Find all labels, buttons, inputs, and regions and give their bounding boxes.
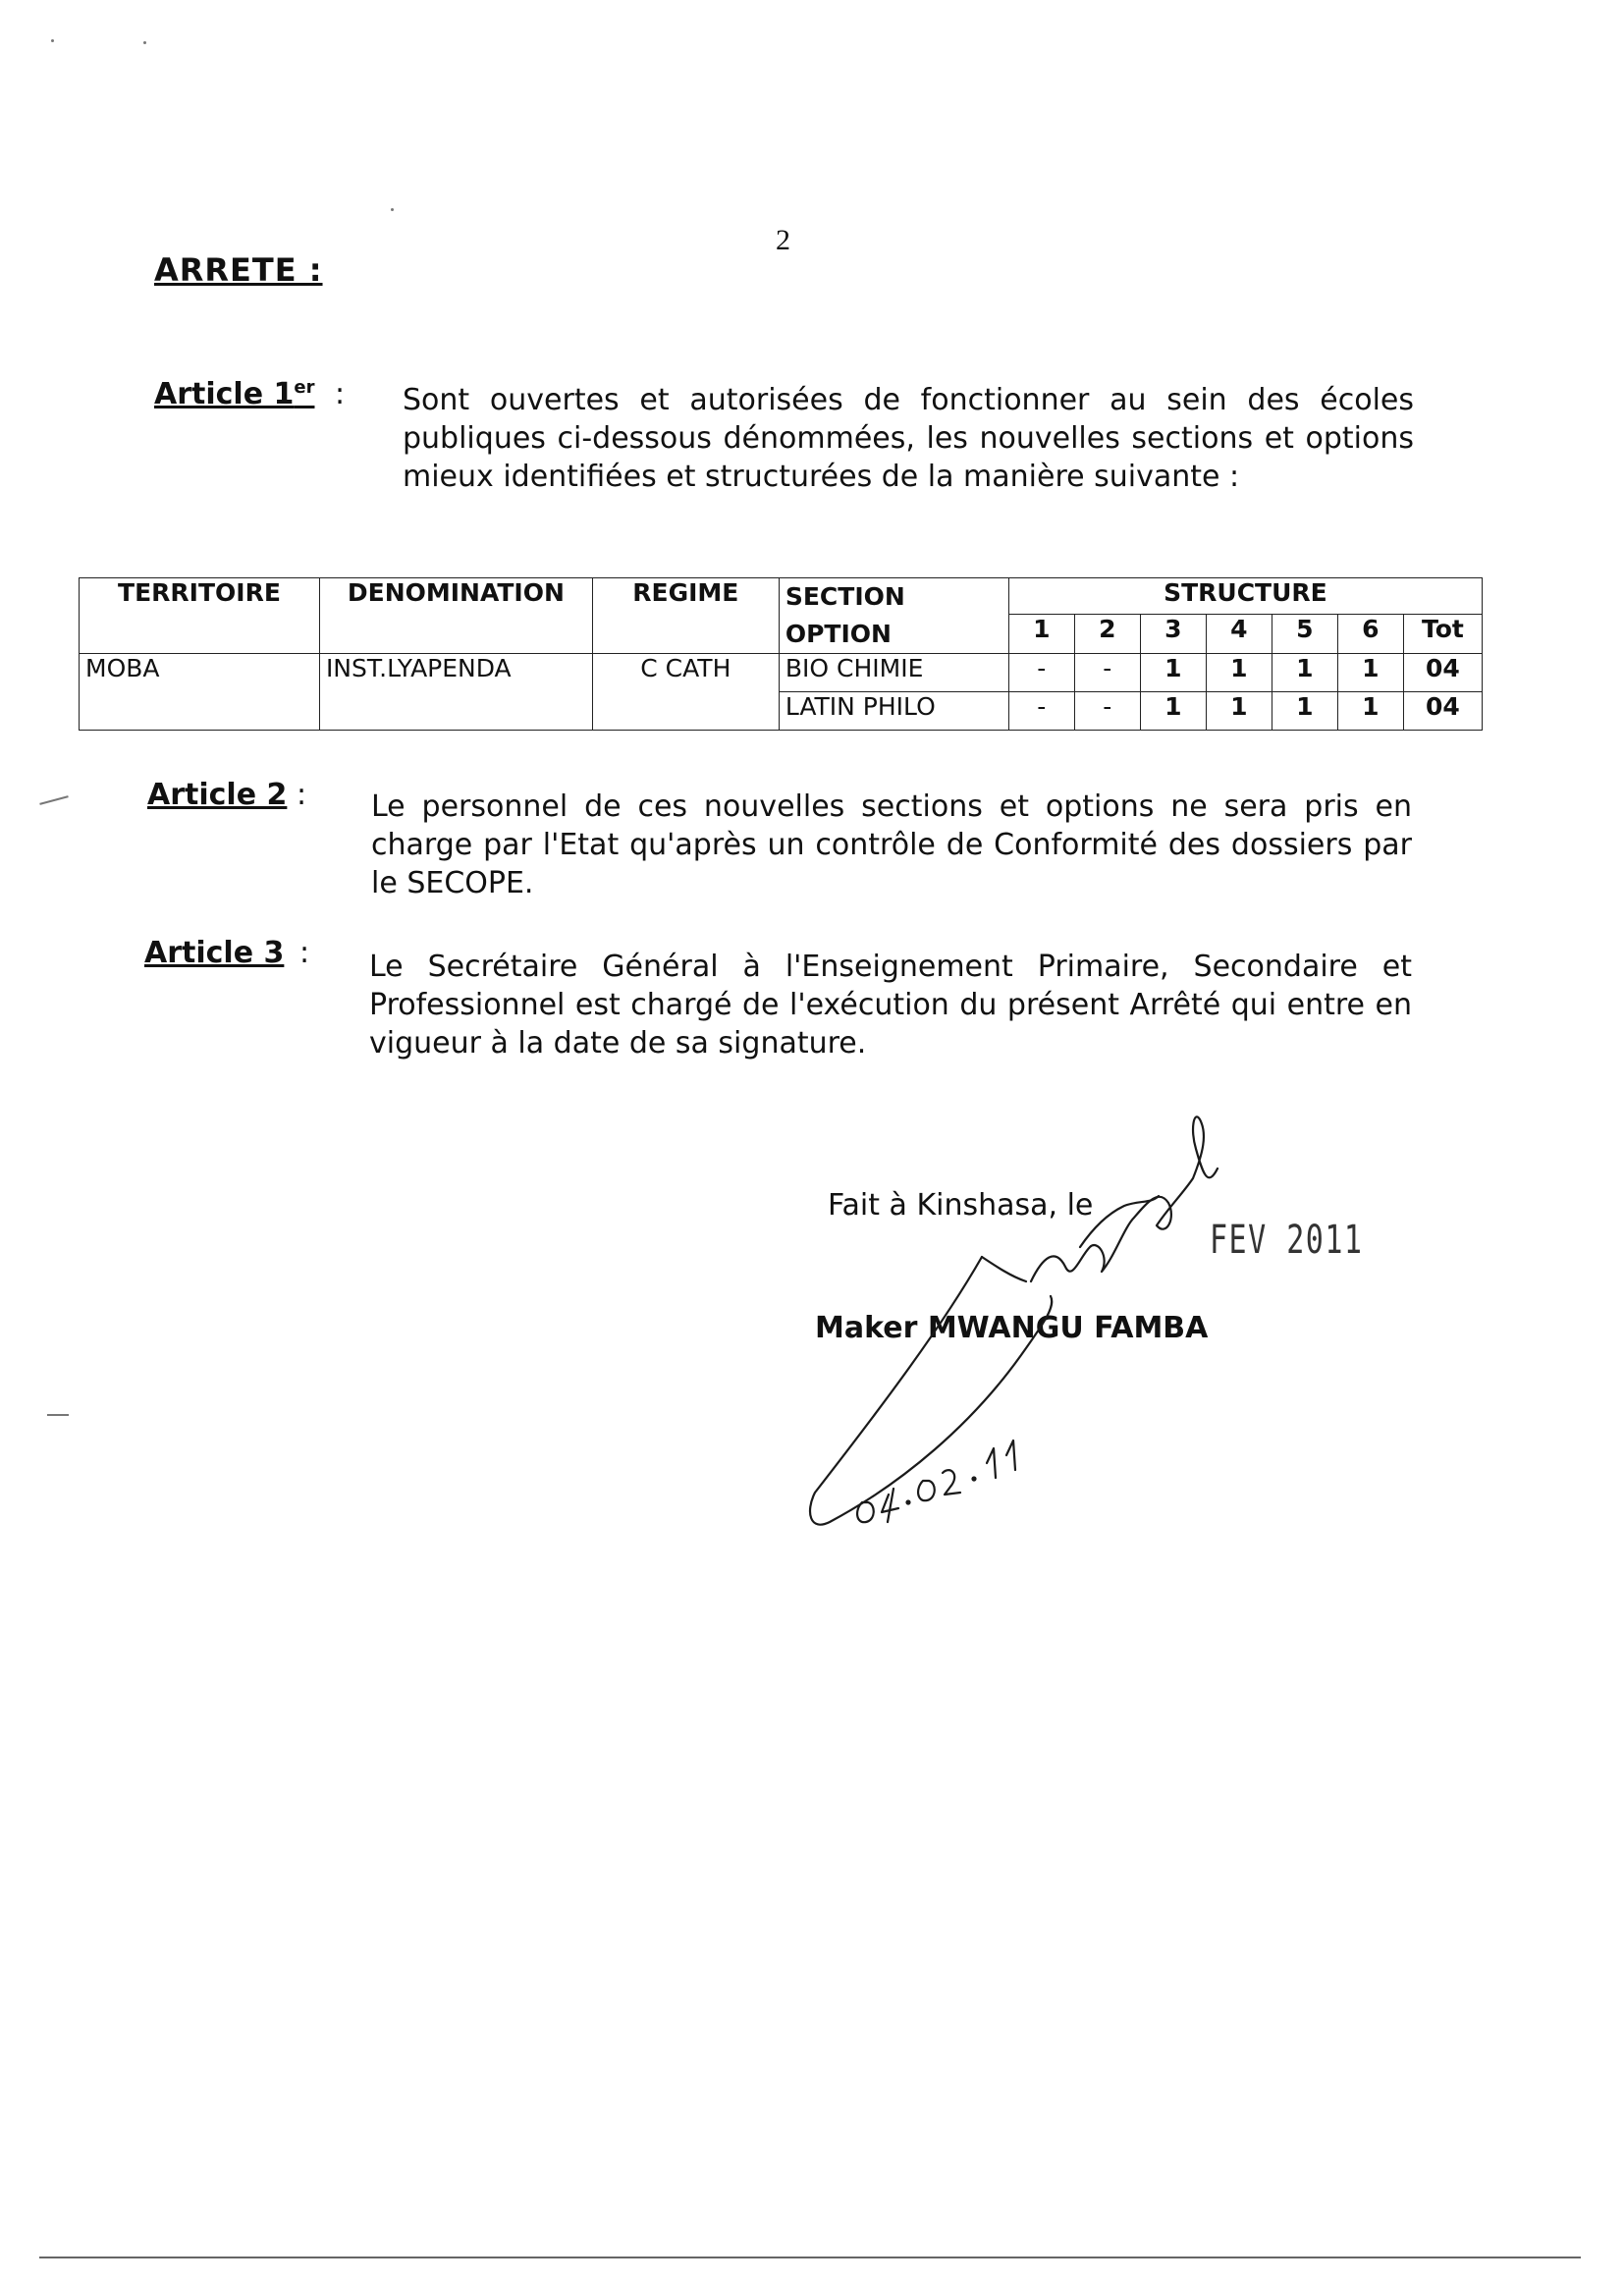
article-1-label xyxy=(154,377,314,411)
signer-name: Maker MWANGU FAMBA xyxy=(815,1311,1209,1345)
article-3-colon: : xyxy=(299,936,310,970)
header-structure-col: Tot xyxy=(1403,615,1482,654)
stamped-date: FEV 2011 xyxy=(1210,1218,1364,1263)
header-structure-col: 1 xyxy=(1008,615,1074,654)
article-1-text: Sont ouvertes et autorisées de fonctionner au sein des écoles publiques ci-dessous dénommées, les nouvelles sections et options mieux identifiées et structurées de la manière suivante : xyxy=(403,383,1414,494)
cell-structure: 1 xyxy=(1337,654,1403,692)
scan-speck xyxy=(47,1414,69,1416)
cell-structure: - xyxy=(1074,692,1140,731)
cell-structure-total: 04 xyxy=(1403,654,1482,692)
cell-structure: 1 xyxy=(1272,654,1337,692)
header-territoire: TERRITOIRE xyxy=(80,578,320,654)
sections-table xyxy=(79,577,1483,731)
cell-structure: 1 xyxy=(1140,692,1206,731)
article-2-text: Le personnel de ces nouvelles sections et options ne sera pris en charge par l'Etat qu'après un contrôle de Conformité des dossiers par le SECOPE. xyxy=(371,789,1412,900)
cell-structure: 1 xyxy=(1337,692,1403,731)
decree-heading: ARRETE : xyxy=(154,251,323,289)
scan-speck xyxy=(39,795,68,805)
header-section: SECTION xyxy=(785,582,905,611)
cell-denomination: INST.LYAPENDA xyxy=(319,654,592,731)
header-structure: STRUCTURE xyxy=(1008,578,1482,615)
scan-speck xyxy=(143,41,146,44)
article-3-label: Article 3 xyxy=(144,936,285,970)
bottom-edge-line xyxy=(39,2257,1581,2258)
header-structure-col: 6 xyxy=(1337,615,1403,654)
page-number: 2 xyxy=(776,224,790,256)
header-structure-col: 2 xyxy=(1074,615,1140,654)
scan-speck xyxy=(391,208,394,211)
cell-structure: - xyxy=(1008,654,1074,692)
cell-structure: - xyxy=(1008,692,1074,731)
article-1-colon: : xyxy=(335,377,346,411)
cell-structure: 1 xyxy=(1272,692,1337,731)
cell-regime: C CATH xyxy=(592,654,779,731)
header-structure-col: 5 xyxy=(1272,615,1337,654)
header-regime: REGIME xyxy=(592,578,779,654)
header-denomination: DENOMINATION xyxy=(319,578,592,654)
article-3-text: Le Secrétaire Général à l'Enseignement Primaire, Secondaire et Professionnel est chargé de l'exécution du présent Arrêté qui entre en vigueur à la date de sa signature. xyxy=(369,950,1412,1060)
article-2-colon: : xyxy=(297,778,307,812)
cell-structure: 1 xyxy=(1140,654,1206,692)
header-option: OPTION xyxy=(785,620,892,648)
cell-structure: 1 xyxy=(1206,692,1272,731)
article-1-label-sup: er xyxy=(294,377,315,398)
cell-structure: - xyxy=(1074,654,1140,692)
cell-structure-total: 04 xyxy=(1403,692,1482,731)
cell-section: LATIN PHILO xyxy=(779,692,1008,731)
table-row xyxy=(80,654,1483,692)
place-date: Fait à Kinshasa, le xyxy=(828,1188,1094,1223)
cell-section: BIO CHIMIE xyxy=(779,654,1008,692)
table-header-row xyxy=(80,578,1483,615)
cell-territoire: MOBA xyxy=(80,654,320,731)
header-structure-col: 3 xyxy=(1140,615,1206,654)
header-structure-col: 4 xyxy=(1206,615,1272,654)
scan-speck xyxy=(51,39,54,42)
cell-structure: 1 xyxy=(1206,654,1272,692)
article-2-label: Article 2 xyxy=(147,778,288,812)
header-section-option xyxy=(779,578,1008,654)
handwritten-signature xyxy=(785,1110,1414,1561)
article-1-label-text: Article 1 xyxy=(154,377,295,411)
